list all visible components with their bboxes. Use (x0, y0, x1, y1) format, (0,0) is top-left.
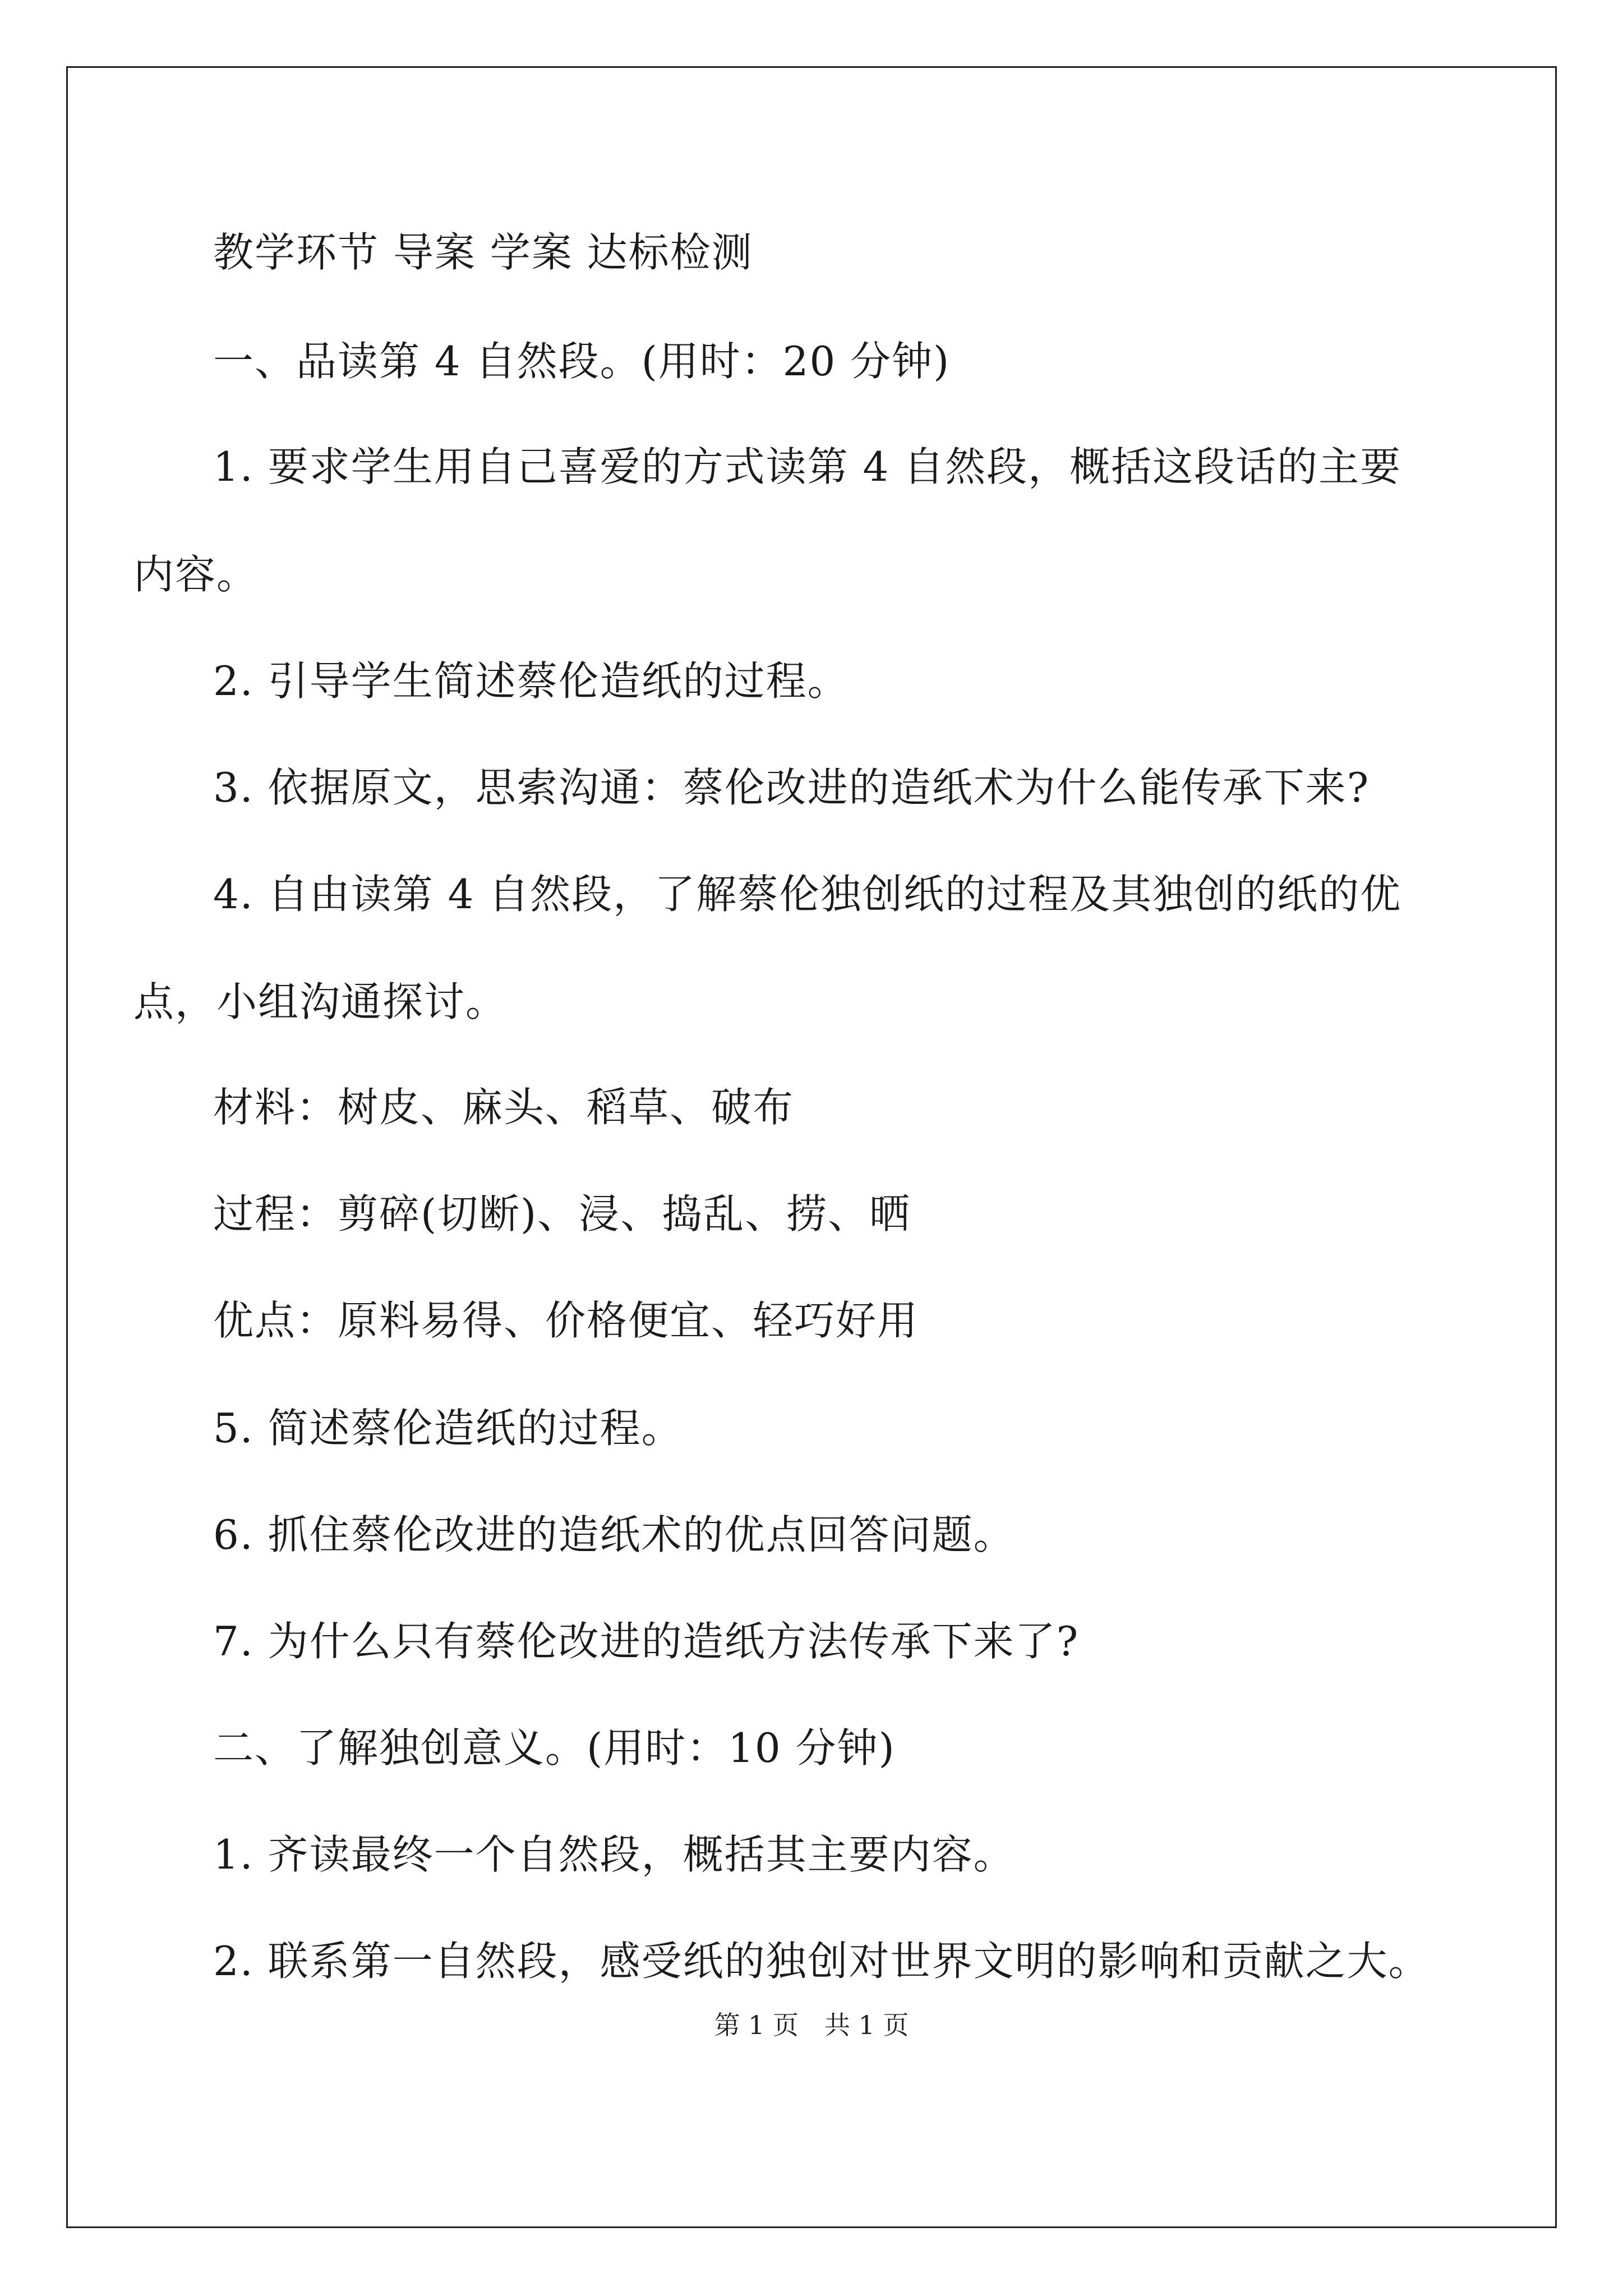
paragraph-line: 5. 简述蔡伦造纸的过程。 (213, 1405, 683, 1452)
paragraph-line: 优点：原料易得、价格便宜、轻巧好用 (213, 1297, 919, 1344)
paragraph-line: 1. 齐读最终一个自然段，概括其主要内容。 (213, 1831, 1015, 1878)
paragraph-line: 3. 依据原文，思索沟通：蔡伦改进的造纸术为什么能传承下来? (213, 764, 1370, 811)
paragraph-line: 点，小组沟通探讨。 (133, 978, 508, 1025)
page-footer: 第 1 页 共 1 页 (714, 2010, 909, 2040)
page-border (66, 66, 1557, 2228)
section-heading-2: 二、了解独创意义。(用时：10 分钟) (213, 1724, 896, 1772)
paragraph-line: 6. 抓住蔡伦改进的造纸术的优点回答问题。 (213, 1511, 1015, 1558)
paragraph-line: 材料：树皮、麻头、稻草、破布 (213, 1084, 795, 1131)
paragraph-line: 1. 要求学生用自己喜爱的方式读第 4 自然段，概括这段话的主要 (213, 443, 1402, 490)
heading-line: 教学环节 导案 学案 达标检测 (213, 229, 753, 276)
paragraph-line: 过程：剪碎(切断)、浸、捣乱、捞、晒 (213, 1190, 911, 1237)
paragraph-line: 2. 联系第一自然段，感受纸的独创对世界文明的影响和贡献之大。 (213, 1938, 1430, 1985)
paragraph-line: 内容。 (133, 551, 259, 598)
paragraph-line: 7. 为什么只有蔡伦改进的造纸方法传承下来了? (213, 1618, 1080, 1665)
paragraph-line: 2. 引导学生简述蔡伦造纸的过程。 (213, 657, 849, 705)
section-heading-1: 一、品读第 4 自然段。(用时：20 分钟) (213, 338, 951, 385)
paragraph-line: 4. 自由读第 4 自然段，了解蔡伦独创纸的过程及其独创的纸的优 (213, 871, 1402, 918)
